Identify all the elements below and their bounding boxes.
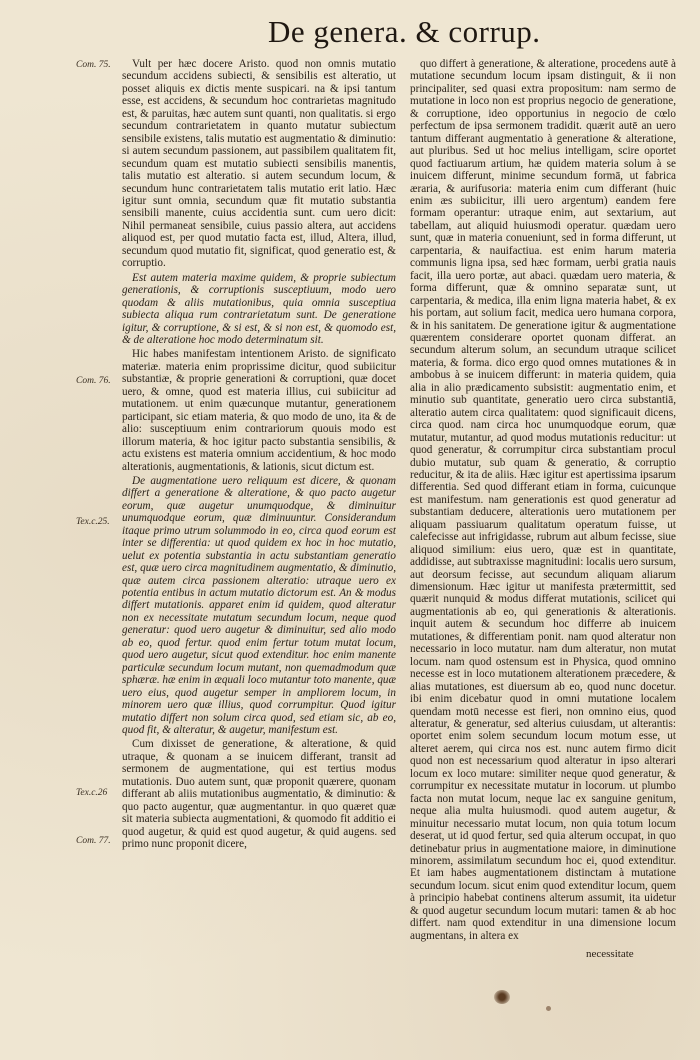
catchword: necessitate <box>586 948 634 960</box>
margin-note-com-76: Com. 76. <box>76 376 111 386</box>
paragraph-aristotle-text-1: Est autem materia maxime quidem, & proprie subiectum generationis, & corruptionis susceptiuum, modo uero quodam & aliis mutationibus, quia omnia susceptiua subiecta aliqua rum contrarietatum sunt. De generatione igitur, & corruptione, & si est, & si non est, & quomodo est, & de alteratione hoc modo determinatum sit. <box>122 271 396 346</box>
margin-note-com-77: Com. 77. <box>76 836 111 846</box>
margin-note-com-75: Com. 75. <box>76 60 111 70</box>
paragraph-right-continuation: quo differt à generatione, & alteratione, procedens autē à mutatione secundum locum ipsam distinguit, & ii non principaliter, sed quasi extra propositum: nam sermo de mutatione in loco non est proprius negocio de generatione, & corruptione, ideo opportunius in negocio de cœlo perfectum de ipsa sermonem tradidit. quærit autē an uero tantum differant augmentatio à generatione & alteratione, aut pluribus. Sed ut hoc melius intelligam, scire oportet quod factiuarum artium, hæ quidem materia solum à se inuicem differunt, minime secundum formā, ut fabrica æraria, & aurifusoria: materia enim cum differant (huic enim æs subiicitur, illi uero argentum) eandem fere formam operantur: utraque enim, aut sextarium, aut tabellam, aut aliquid huiusmodi operatur. quædam uero sunt, quæ in materia conueniunt, sed in forma differunt, ut carpentaria, & nauifactiua. est enim harum materia communis ligna ipsa, sed hæc formam, uerbi gratia nauis facit, illa uero portæ, aut abaci. quædam uero materia, & forma differunt, quæ & omnino separatæ sunt, ut carpentaria, & medica, illa enim ligna materia habet, & ex his portam, aut solium facit, medica uero humana corpora, & in his sanitatem. De generatione igitur & augmentatione quærentem considerare oportet quonam differat. an secundum alterum solum, an secundum utraque scilicet materia, & forma. dico ergo quod omnes mutationes & in ambobus à se inuicem differunt: in materia quidem, quia alia in alio prædicamento subsistit: augmentatio enim, et minutio sub quantitate, generatio uero circa substantiā, alteratio autem circa qualitatem: quod significauit dicens, circa quod. nam circa hoc unumquodque eorum, quæ mutatur, mutantur, ad quod modus mutationis reducitur: ut quod generatur, & corrumpitur circa substantiam procul dubio mutatur, sub quam & generatio, & corruptio reducitur, & ita de aliis. Hæc igitur est apertissima ipsarum differentia. Sed quod differant etiam in forma, cuicunque est manifestum. nam generationis est quod generatur ad substantiam deducere, alterationis uero mutationem per aliquam passiuarum qualitatum operatum fuisse, ut calefecisse aut infrigidasse, rubrum aut album fecisse, siue aliquod similium: eius uero, quæ est in quantitate, addidisse, aut subtraxisse magnitudini: localis uero sursum, aut deorsum fecisse, aut secundum aliquam aliarum dimensionum. Hæc igitur ut manifesta prætermittit, sed quærit nunquid & modus differat mutationis, scilicet qui augmentationis ab eo, qui generationis & alterationis. inquit autem & secundum hoc differre ab inuicem mutationes, & differentiam ponit. nam quod alteratur non necessario in loco mutatur. nam dum alteratur, non mutat locum. nam quod ostensum est in Physica, quod omnino necesse est in loco mutationem alterationem præcedere, & alias mutationes, est diuersum ab eo, quod nunc docetur. ibi enim dicebatur quod in omni mutatione localem quendam motū necesse est fieri, non omnino eius, quod alteratur, & generatur, sed alterius cuiusdam, ut alterantis: oportet enim solem secundum locum motum esse, ut alteret aerem, qui circa nos est. nunc autem firmo dicit quod non est necessarium quod alteratur in ipso alterari locum ex loco mutare: similiter neque quod generatur, & corrumpitur ex necessitate mutatur in locorum. ut plumbo facta non mutat locum, neque lac ex sanguine genitum, neque alia multa huiusmodi. quod autem augetur, & minuitur necessario mutat locum, non quia totum locum deserat, ut id quod fertur, sed quia alterum occupat, in quo detinebatur prius in augmentatione maiore, in diminutione minorem, assimilatum secundum hoc ei, quod extenditur. Et iam habes augmentationem distinctam à mutatione secundum locum. sicut enim quod extenditur locum, quem à principio habebat continens alterum assumit, ita uidetur & quod augetur secundum locum mutari: tamen & ab hoc differt. nam quod extenditur in una dimensione locum augmentans, in altera ex <box>410 58 676 942</box>
paragraph-com-75: Vult per hæc docere Aristo. quod non omnis mutatio secundum accidens subiecti, & sensibilis est alteratio, ut posset aliquis ex dictis mente suspicari. na & ipsi tantum esse, est accidens, & secundum hoc contrarietas magnitudo est, & paruitas, hæc autem sunt quanti, non qualitatis. si ergo secundum contrarietatem in quanto mutatur subiectum sensibile existens, talis mutatio est augmentatio & diminutio: si autem secundum passionem, aut passibilem qualitatem fit, secundum quam est mutatio subiecti sensibilis manentis, talis mutatio est alteratio. si autem secundum locum, & secundum hunc contrarietatem talis mutatio erit latio. Hæc igitur sunt omnia, secundum quæ fit mutatio substantia sensibili manente, cuius accidentia sunt. cum uero dicit: Nihil permaneat sensibile, cuius passio altera, aut accidens aliquod est, per quod mutatio facta est, illud, Altera, illud, secundum quod mutatio fit, significat, quod generatio est, & corruptio. <box>122 58 396 270</box>
paragraph-com-76: Hic habes manifestam intentionem Aristo. de significato materiæ. materia enim proprissime dicitur, quod subiicitur substantiæ, & proprie generationi & corruptioni, quæ docet uero, & omne, quod est materia illius, cui subiicitur ad mutationem. ut enim quæcunque mutantur, generationem participant, sic etiam materia, & quo modo de uno, ita & de alio: susceptiuum enim contrariorum quouis modo est illorum materia, & hoc igitur pacto substantia sensibilis, & actu existens est materia omnium accidentium, & hoc modo alterationis, augmentationis, & lationis, sicut dictum est. <box>122 348 396 473</box>
left-text-column <box>122 58 396 1048</box>
margin-note-tex-25: Tex.c.25. <box>76 517 110 527</box>
running-head: De genera. & corrup. <box>268 14 541 49</box>
margin-note-tex-26: Tex.c.26 <box>76 788 108 798</box>
paragraph-aristotle-text-2: De augmentatione uero reliquum est dicere, & quonam differt a generatione & alteratione, & quo pacto augetur eorum, quæ augetur unumquodque, & diminuitur unumquodque eorum, quæ diminuuntur. Considerandum itaque primo utrum solummodo in eo, circa quod eorum est inter se differentia: ut quod quidem ex hoc in hoc mutatio, uelut ex potentia substantia in actu substantiam generatio est, quæ uero circa magnitudinem augmentatio, & diminutio, quæ autem circa passionem alteratio: utraque uero ex potentia entibus in actum mutatio dictorum est. An & modus differt mutationis. apparet enim id quidem, quod alteratur non ex necessitate mutatum secundum locum, neque quod generatur: quod uero augetur & diminuitur, sed alio modo ab eo, quod fertur. quod enim fertur totum mutat locum, quod uero augetur, sicut quod extenditur. hoc enim manente particulæ secundum locum mutant, non quemadmodum quæ sphæræ. hæ enim in æquali loco mutantur toto manente, quæ uero eius, quod augetur semper in ampliorem locum, in minorem uero quæ illius, quod corrumpitur. Quod igitur mutatio differt non solum circa quod, sed etiam sic, ab eo, quod fit, & alteratur, & augetur, manifestum est. <box>122 474 396 737</box>
ink-stain <box>494 990 510 1004</box>
right-text-column <box>410 58 676 958</box>
ink-speck <box>546 1006 551 1011</box>
paragraph-com-77: Cum dixisset de generatione, & alteratione, & quid utraque, & quonam a se inuicem differant, transit ad sermonem de augmentatione, qui est tertius modus mutationis. Duo autem sunt, quæ proponit quærere, quonam differant ab aliis mutationibus augmentatio, & diminutio: & quo pacto augentur, quæ augmentantur. in quo quæret quæ sit materia subiecta augmentationi, & quomodo fit additio ei quod augetur, & quid est quod augetur, & quid augens. sed primo nunc proponit dicere, <box>122 738 396 851</box>
